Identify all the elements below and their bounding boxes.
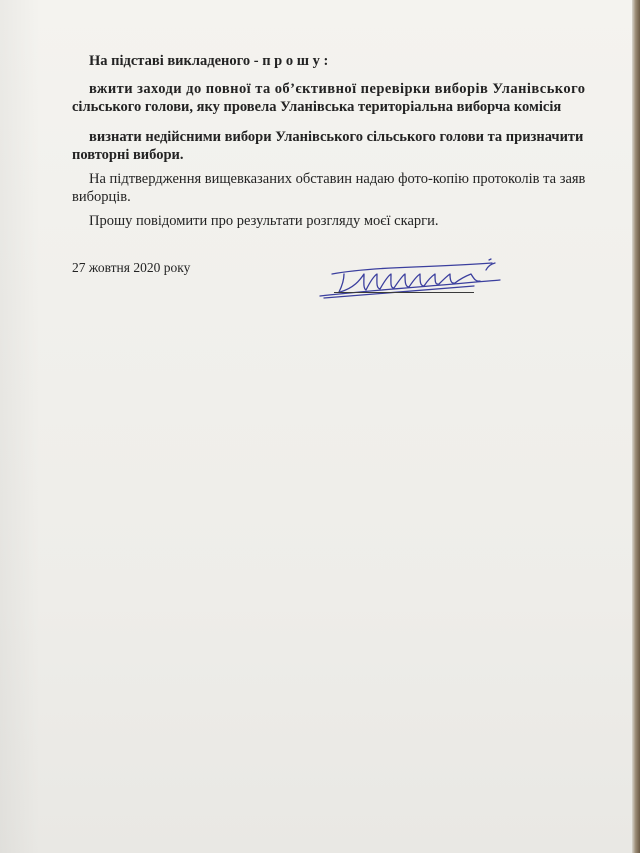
request-item-1-line-2: сільського голови, яку провела Уланівська територіальна виборча комісія bbox=[72, 99, 562, 115]
handwritten-signature bbox=[314, 252, 504, 302]
confirmation-line-1: На підтвердження вищевказаних обставин надаю фото-копію протоколів та заяв bbox=[89, 171, 586, 187]
signature-line bbox=[334, 292, 474, 293]
confirmation-line-2: виборців. bbox=[72, 189, 131, 205]
request-item-2-line-1: визнати недійсними вибори Уланівського сільського голови та призначити bbox=[89, 129, 584, 145]
document-date: 27 жовтня 2020 року bbox=[72, 260, 191, 275]
paper-shadow bbox=[0, 0, 40, 853]
request-heading: На підставі викладеного - п р о ш у : bbox=[89, 53, 329, 69]
paper-edge bbox=[632, 0, 640, 853]
request-item-2-line-2: повторні вибори. bbox=[72, 147, 184, 163]
request-item-1-line-1: вжити заходи до повної та об’єктивної перевірки виборів Уланівського bbox=[89, 81, 586, 97]
notification-request: Прошу повідомити про результати розгляду моєї скарги. bbox=[89, 213, 439, 229]
